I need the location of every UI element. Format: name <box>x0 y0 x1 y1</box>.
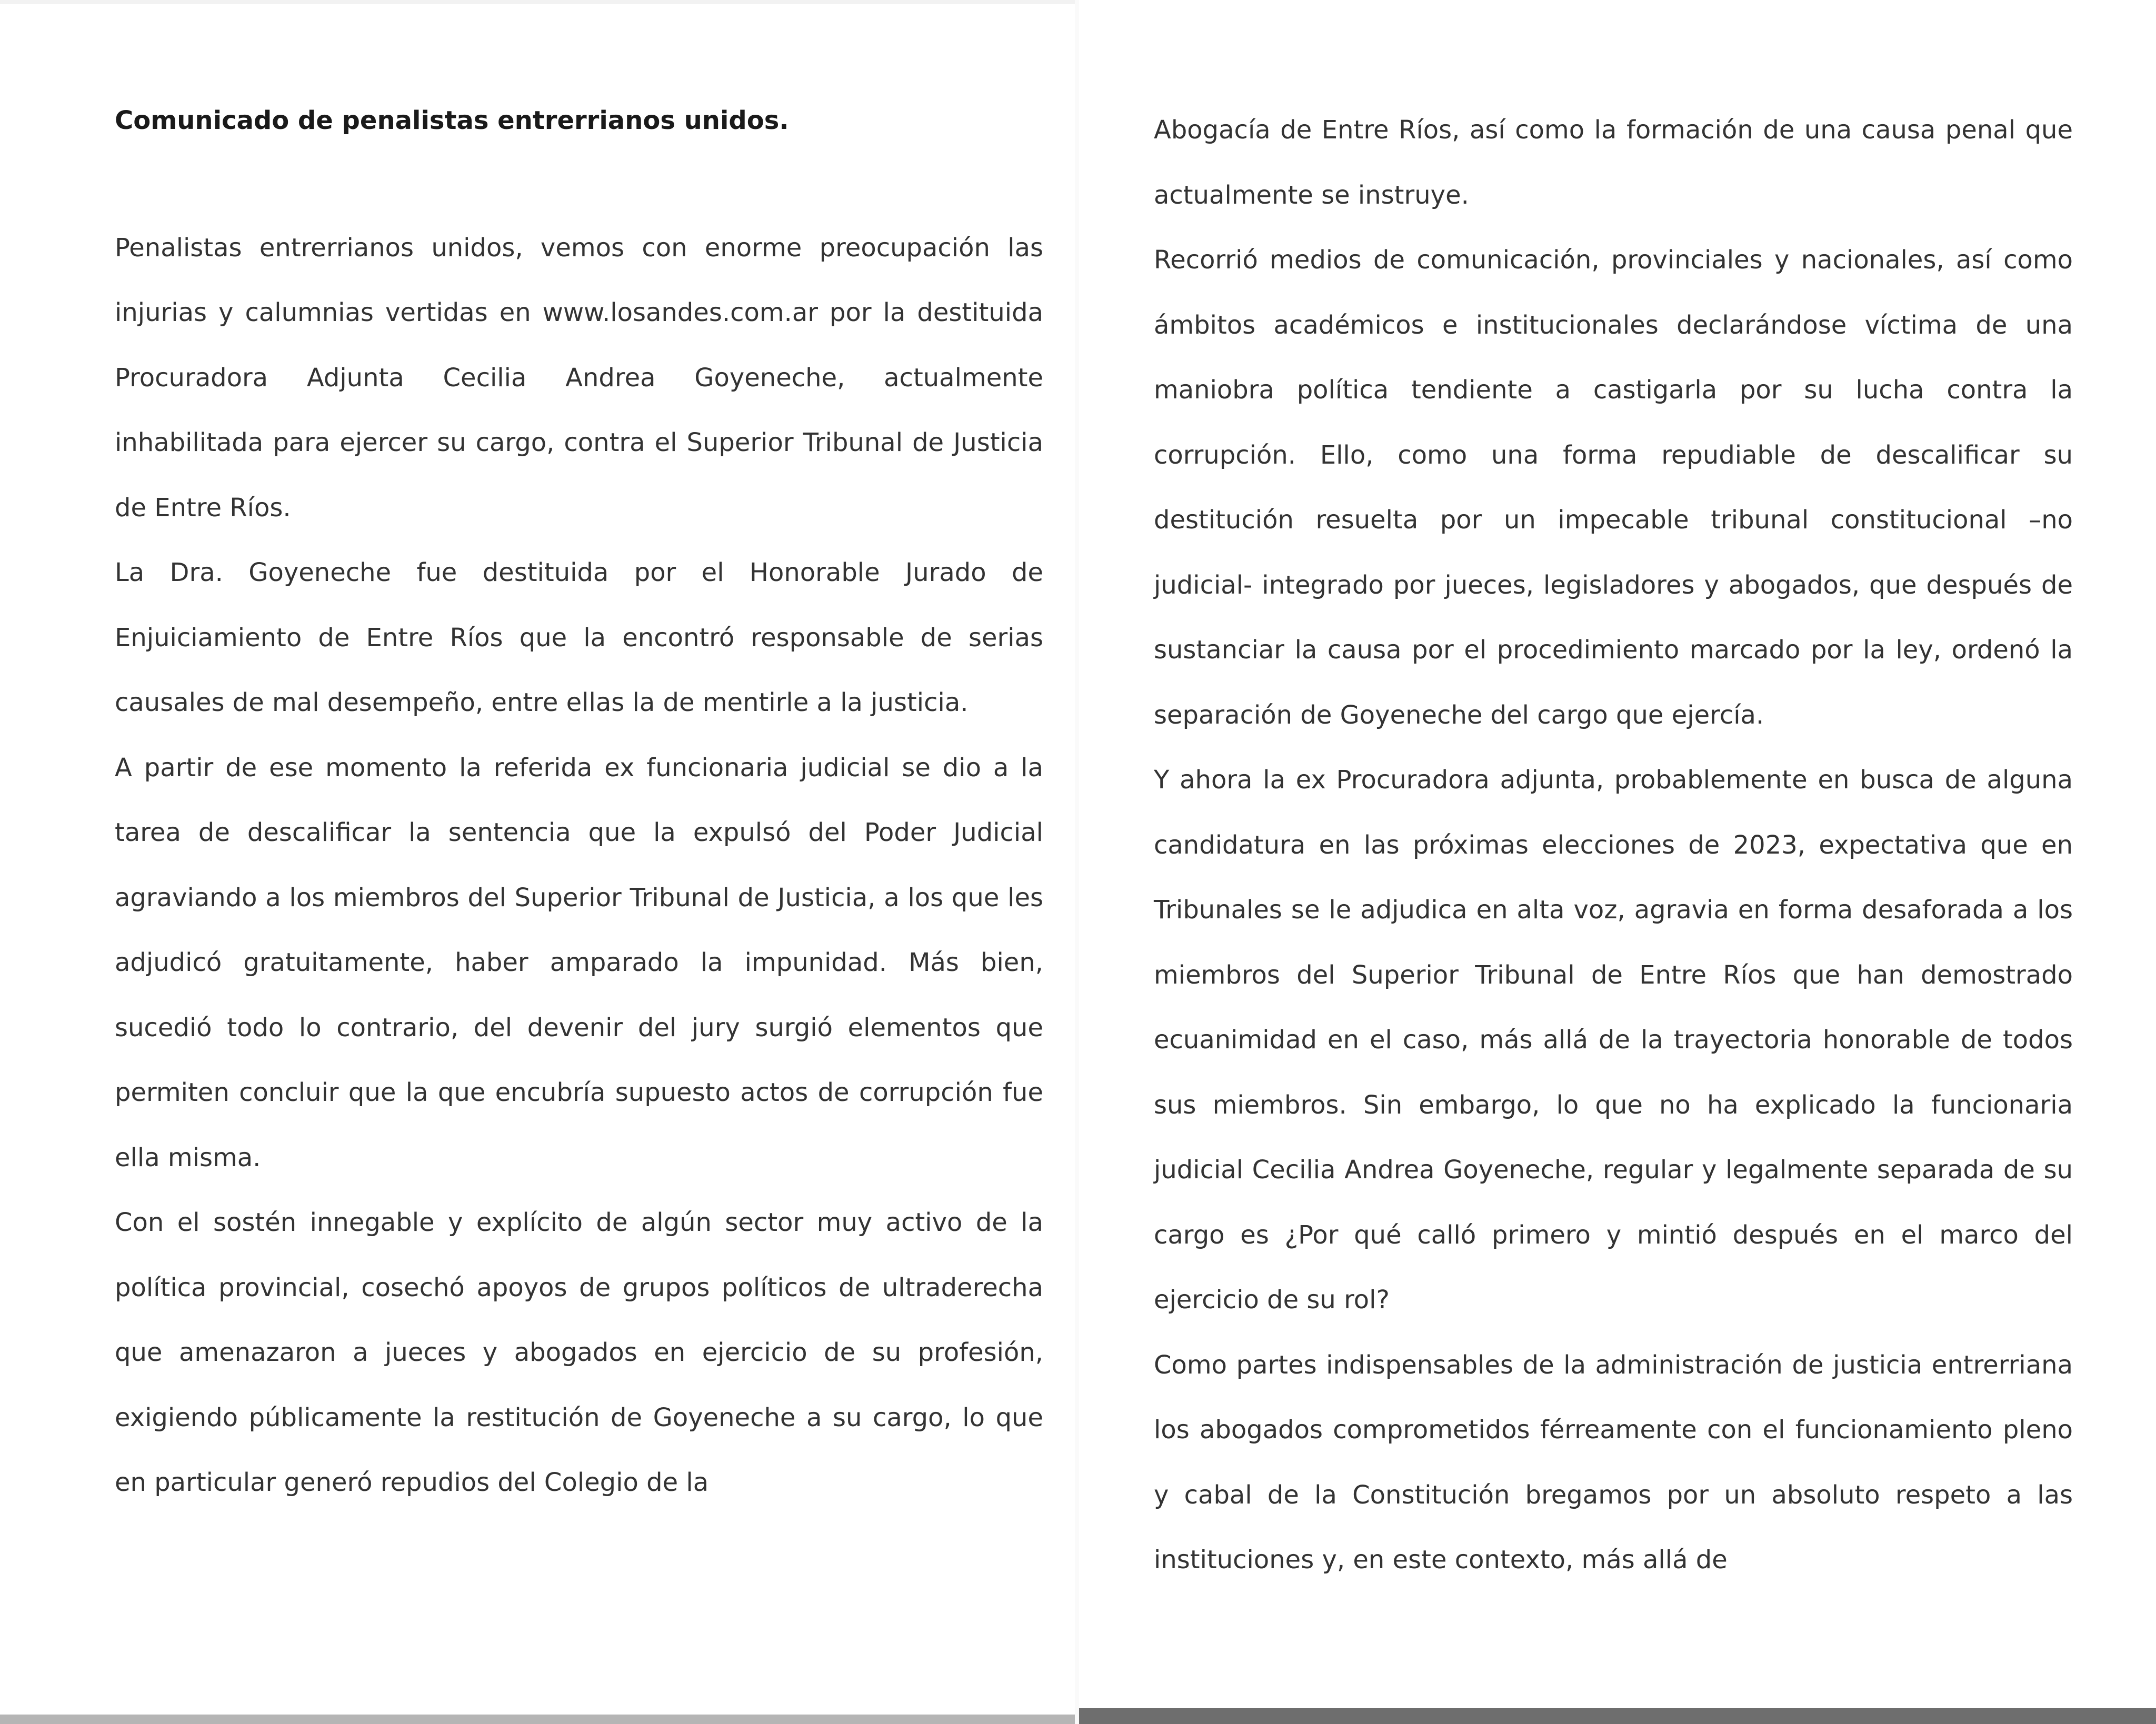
paragraph: Y ahora la ex Procuradora adjunta, probablemente en busca de alguna candidatura en las próximas elecciones de 2023, expectativa que en Tribunales se le adjudica en alta voz, agravia en forma desaforada a los miembros del Superior Tribunal de Entre Ríos que han demostrado ecuanimidad en el caso, más allá de la trayectoria honorable de todos sus miembros. Sin embargo, lo que no ha explicado la funcionaria judicial Cecilia Andrea Goyeneche, regular y legalmente separada de su cargo es ¿Por qué calló primero y mintió después en el marco del ejercicio de su rol? <box>1154 765 2073 1315</box>
paragraph: Como partes indispensables de la administración de justicia entrerriana los abogados comprometidos férreamente con el funcionamiento pleno y cabal de la Constitución bregamos por un absoluto respeto a las instituciones y, en este contexto, más allá de <box>1154 1350 2073 1575</box>
paragraph: Con el sostén innegable y explícito de algún sector muy activo de la política provincial, cosechó apoyos de grupos políticos de ultraderecha que amenazaron a jueces y abogados en ejercicio de su profesión, exigiendo públicamente la restitución de Goyeneche a su cargo, lo que en particular generó repudios del Colegio de la <box>115 1208 1043 1497</box>
left-page-bottom-edge <box>0 1715 1075 1724</box>
horizontal-scrollbar[interactable] <box>1079 1708 2156 1724</box>
paragraph: La Dra. Goyeneche fue destituida por el Honorable Jurado de Enjuiciamiento de Entre Ríos que la encontró responsable de serias causales de mal desempeño, entre ellas la de mentirle a la justicia. <box>115 558 1043 717</box>
paragraph: Recorrió medios de comunicación, provinciales y nacionales, así como ámbitos académicos e institucionales declarándose víctima de una maniobra política tendiente a castigarla por su lucha contra la corrupción. Ello, como una forma repudiable de descalificar su destitución resuelta por un impecable tribunal constitucional –no judicial- integrado por jueces, legisladores y abogados, que después de sustanciar la causa por el procedimiento marcado por la ley, ordenó la separación de Goyeneche del cargo que ejercía. <box>1154 245 2073 730</box>
document-title: Comunicado de penalistas entrerrianos unidos. <box>115 106 789 135</box>
page-separator <box>1075 0 1079 1724</box>
paragraph: Penalistas entrerrianos unidos, vemos con enorme preocupación las injurias y calumnias vertidas en www.losandes.com.ar por la destituida Procuradora Adjunta Cecilia Andrea Goyeneche, actualmente inhabilitada para ejercer su cargo, contra el Superior Tribunal de Justicia de Entre Ríos. <box>115 233 1043 523</box>
left-text-column <box>115 88 1043 1516</box>
paragraph: A partir de ese momento la referida ex funcionaria judicial se dio a la tarea de descalificar la sentencia que la expulsó del Poder Judicial agraviando a los miembros del Superior Tribunal de Justicia, a los que les adjudicó gratuitamente, haber amparado la impunidad. Más bien, sucedió todo lo contrario, del devenir del jury surgió elementos que permiten concluir que la que encubría supuesto actos de corrupción fue ella misma. <box>115 753 1043 1172</box>
paragraph: Abogacía de Entre Ríos, así como la formación de una causa penal que actualmente se instruye. <box>1154 115 2073 210</box>
right-text-column <box>1154 98 2073 1593</box>
